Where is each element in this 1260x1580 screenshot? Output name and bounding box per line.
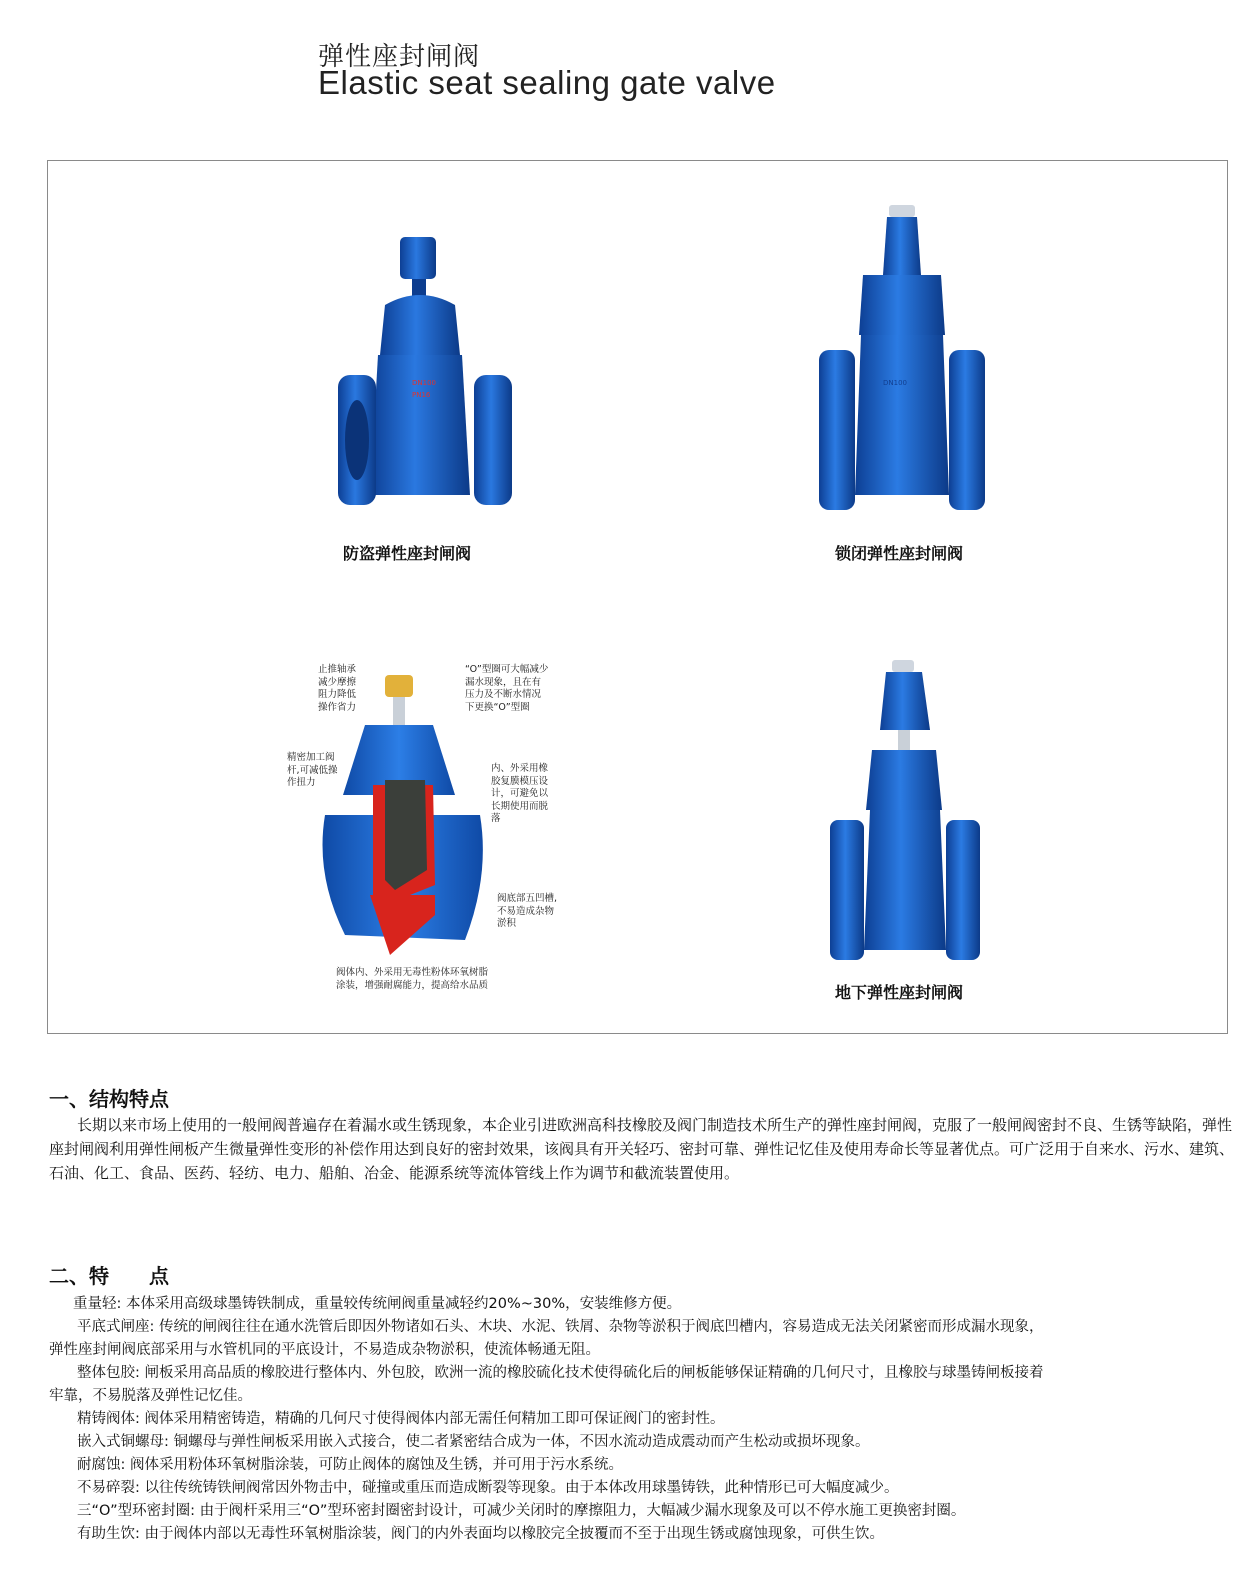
locking-valve-image bbox=[815, 205, 990, 515]
feature-item: 牢靠，不易脱落及弹性记忆佳。 bbox=[49, 1388, 252, 1404]
svg-text:DN100: DN100 bbox=[412, 379, 436, 387]
product-label-underground: 地下弹性座封闸阀 bbox=[835, 983, 964, 1002]
feature-item: 整体包胶: 闸板采用高品质的橡胶进行整体内、外包胶，欧洲一流的橡胶硫化技术使得硫化后的闸板能够保证精确的几何尺寸，且橡胶与球墨铸闸板接着 bbox=[77, 1365, 1044, 1381]
feature-item: 嵌入式铜螺母: 铜螺母与弹性闸板采用嵌入式接合，使二者紧密结合成为一体，不因水流动造成震动而产生松动或损坏现象。 bbox=[77, 1434, 870, 1450]
callout-stem: 精密加工阀 杆,可减低操 作扭力 bbox=[287, 752, 338, 788]
underground-valve-image bbox=[830, 660, 980, 970]
product-label-locking: 锁闭弹性座封闸阀 bbox=[835, 544, 964, 563]
feature-item: 三“O”型环密封圈: 由于阀杆采用三“O”型环密封圈密封设计，可减少关闭时的摩擦阻力，大幅减少漏水现象及可以不停水施工更换密封圈。 bbox=[77, 1503, 966, 1519]
callout-rubber: 内、外采用橡 胶复膜模压设 计，可避免以 长期使用而脱 落 bbox=[491, 763, 549, 824]
product-label-anti-theft: 防盗弹性座封闸阀 bbox=[343, 544, 472, 563]
anti-theft-valve-image bbox=[330, 225, 520, 525]
feature-item: 耐腐蚀: 阀体采用粉体环氧树脂涂装，可防止阀体的腐蚀及生锈，并可用于污水系统。 bbox=[77, 1457, 623, 1473]
svg-text:DN100: DN100 bbox=[883, 379, 907, 387]
feature-item: 不易碎裂: 以往传统铸铁闸阀常因外物击中，碰撞或重压而造成断裂等现象。由于本体改用球墨铸铁，此种情形已可大幅度减少。 bbox=[77, 1480, 899, 1496]
features-list bbox=[49, 1293, 1239, 1546]
section2-heading: 二、特 点 bbox=[49, 1264, 169, 1288]
callout-o-ring: “O”型圈可大幅减少 漏水现象，且在有 压力及不断水情况 下更换“O”型圈 bbox=[465, 664, 549, 713]
section1-heading: 一、结构特点 bbox=[49, 1087, 169, 1111]
callout-thrust-bearing: 止推轴承 减少摩擦 阻力降低 操作省力 bbox=[318, 664, 357, 713]
page-title-cn: 弹性座封闸阀 bbox=[318, 42, 481, 72]
svg-text:PN16: PN16 bbox=[412, 391, 431, 399]
section1-body: 长期以来市场上使用的一般闸阀普遍存在着漏水或生锈现象，本企业引进欧洲高科技橡胶及阀门制造技术所生产的弹性座封闸阀，克服了一般闸阀密封不良、生锈等缺陷，弹性座封闸阀利用弹性闸板产生微量弹性变形的补偿作用达到良好的密封效果，该阀具有开关轻巧、密封可靠、弹性记忆佳及使用寿命长等显著优点。可广泛用于自来水、污水、建筑、石油、化工、食品、医药、轻纺、电力、船舶、冶金、能源系统等流体管线上作为调节和截流装置使用。 bbox=[49, 1116, 1235, 1182]
feature-item: 精铸阀体: 阀体采用精密铸造，精确的几何尺寸使得阀体内部无需任何精加工即可保证阀门的密封性。 bbox=[77, 1411, 725, 1427]
feature-item: 重量轻: 本体采用高级球墨铸铁制成，重量较传统闸阀重量减轻约20%~30%，安装维修方便。 bbox=[73, 1296, 682, 1312]
feature-item: 有助生饮: 由于阀体内部以无毒性环氧树脂涂装，阀门的内外表面均以橡胶完全披覆而不至于出现生锈或腐蚀现象，可供生饮。 bbox=[77, 1526, 884, 1542]
feature-item: 弹性座封闸阀底部采用与水管机同的平底设计，不易造成杂物淤积，使流体畅通无阻。 bbox=[49, 1342, 600, 1358]
product-frame bbox=[47, 160, 1228, 1034]
feature-item: 平底式闸座: 传统的闸阀往往在通水洗管后即因外物诸如石头、木块、水泥、铁屑、杂物等淤积于阀底凹槽内，容易造成无法关闭紧密而形成漏水现象， bbox=[77, 1319, 1044, 1335]
page-title-en: Elastic seat sealing gate valve bbox=[318, 64, 776, 101]
callout-epoxy: 阀体内、外采用无毒性粉体环氧树脂 涂装，增强耐腐能力，提高给水品质 bbox=[336, 967, 489, 991]
callout-grooves: 阀底部五凹槽, 不易造成杂物 淤积 bbox=[497, 893, 558, 929]
